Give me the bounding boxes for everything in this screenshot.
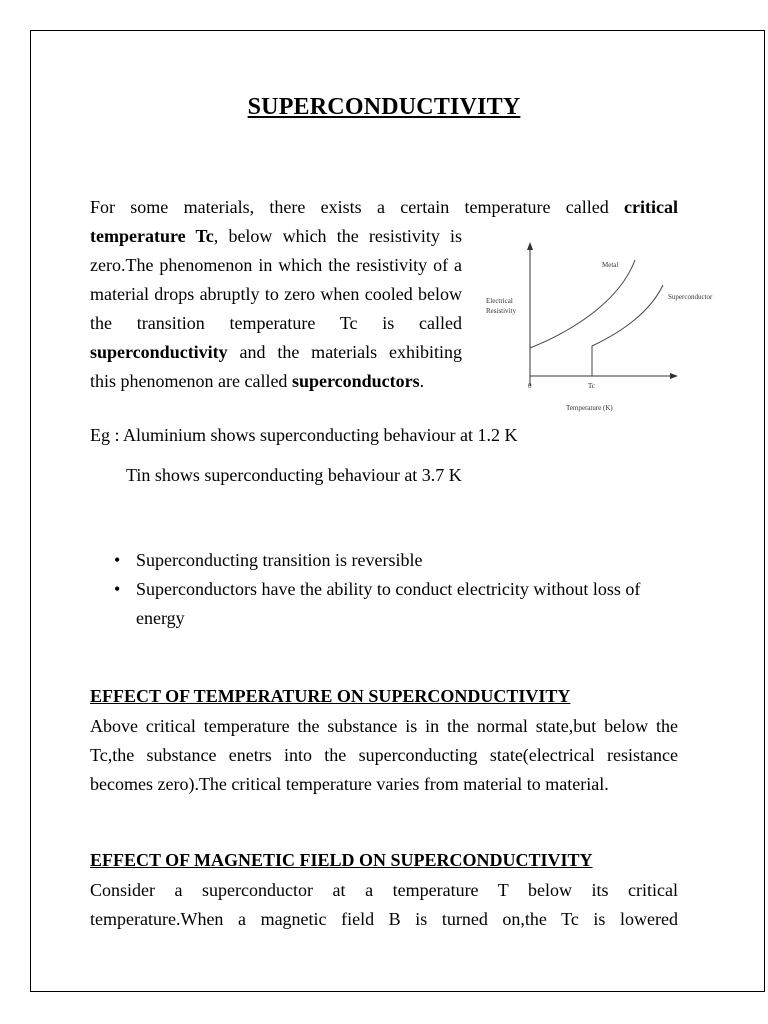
bullet-icon: • (114, 579, 121, 599)
y-axis-arrow (527, 242, 533, 250)
x-axis-label: Temperature (K) (566, 404, 613, 412)
superconductors-term: superconductors (291, 371, 420, 391)
resistivity-temperature-graph (480, 238, 730, 418)
example-tin: Tin shows superconducting behaviour at 3.7 K (126, 465, 462, 485)
section-heading-temperature: EFFECT OF TEMPERATURE ON SUPERCONDUCTIVITY (90, 686, 571, 706)
metal-label: Metal (602, 261, 619, 269)
superconductor-curve (592, 285, 663, 376)
metal-curve (530, 260, 635, 348)
superconductivity-term: superconductivity (90, 342, 228, 362)
bullet-list (114, 546, 680, 633)
bullet-icon: • (114, 550, 121, 570)
x-axis-arrow (670, 373, 678, 379)
superconductor-label: Superconductor (668, 293, 713, 301)
list-item: • Superconductors have the ability to conduct electricity without loss of energy (114, 575, 680, 633)
critical-term: critical (624, 197, 678, 217)
example-aluminium: Eg : Aluminium shows superconducting behaviour at 1.2 K (90, 425, 518, 445)
origin-label: 0 (528, 382, 532, 390)
y-axis-label-line2: Resistivity (486, 307, 516, 315)
tc-term: temperature Tc (90, 226, 214, 246)
intro-paragraph: temperature Tc, below which the resistivity is zero.The phenomenon in which the resistivity of a material drops abruptly to zero when cooled below the transition temperature Tc is called superconductivity and the materials exhibiting this phenomenon are called superconductors. (90, 226, 462, 391)
y-axis-label-line1: Electrical (486, 297, 513, 305)
section-body-temperature: Above critical temperature the substance is in the normal state,but below the Tc,the substance enetrs into the superconducting state(electrical resistance becomes zero).The critical temperature varies from material to material. (90, 716, 678, 794)
list-item: • Superconducting transition is reversible (114, 546, 680, 575)
intro-first-line: For some materials, there exists a certain temperature called critical (90, 197, 678, 217)
section-body-magnetic: Consider a superconductor at a temperature T below its critical temperature.When a magnetic field B is turned on,the Tc is lowered (90, 880, 678, 929)
section-heading-magnetic: EFFECT OF MAGNETIC FIELD ON SUPERCONDUCTIVITY (90, 850, 593, 870)
tc-label: Tc (588, 382, 595, 390)
page-title: SUPERCONDUCTIVITY (247, 94, 521, 120)
page-border (30, 30, 765, 992)
